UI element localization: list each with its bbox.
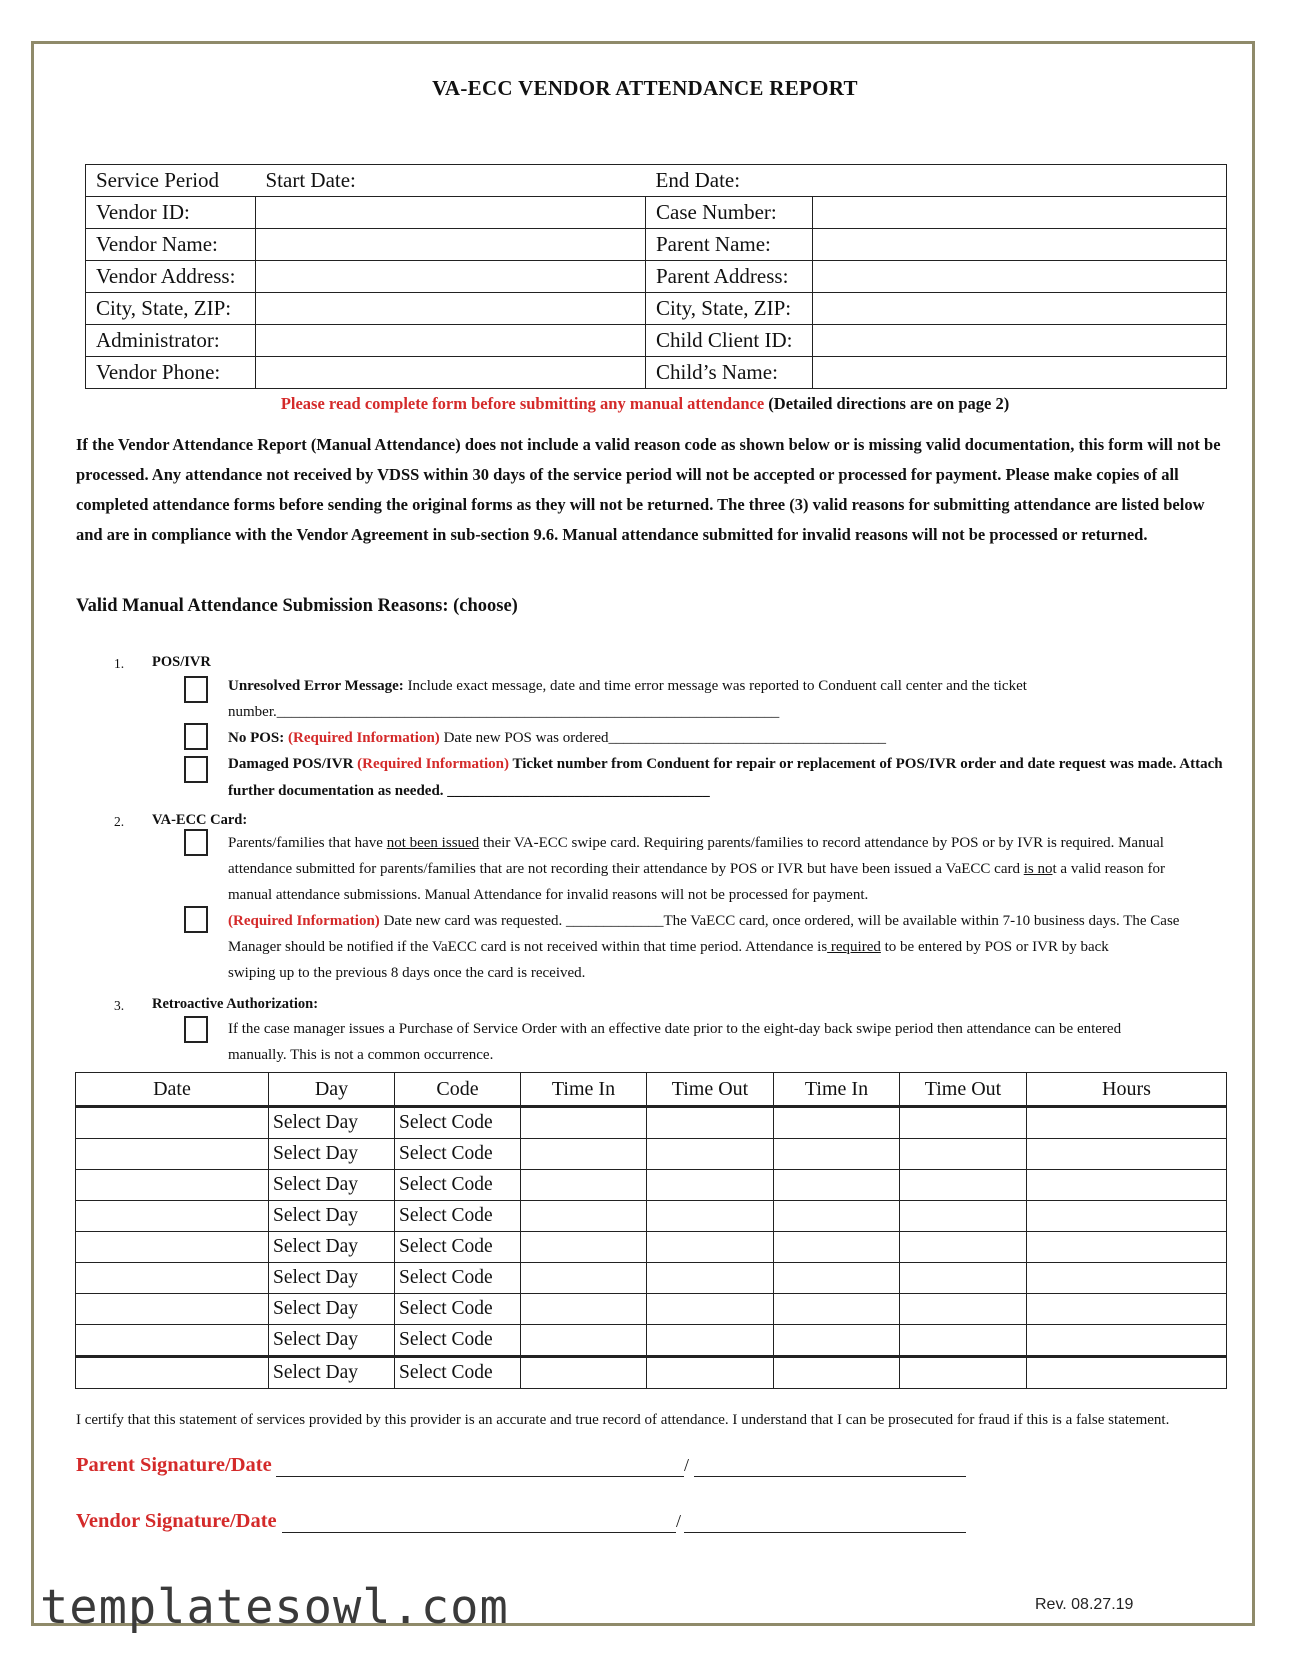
card-line2-b: t a valid reason for bbox=[1052, 861, 1165, 877]
parent-city-label: City, State, ZIP: bbox=[646, 293, 813, 325]
hours-cell[interactable] bbox=[1027, 1107, 1227, 1139]
card-not-issued-checkbox[interactable] bbox=[184, 829, 208, 856]
code-select[interactable]: Select Code bbox=[395, 1263, 521, 1294]
vendor-date-line[interactable] bbox=[684, 1532, 966, 1533]
vendor-phone-label: Vendor Phone: bbox=[86, 357, 256, 389]
time-in-2-cell[interactable] bbox=[774, 1170, 900, 1201]
end-date-label: End Date: bbox=[655, 168, 741, 192]
time-in-2-cell[interactable] bbox=[774, 1201, 900, 1232]
time-out-2-cell[interactable] bbox=[900, 1232, 1027, 1263]
parent-name-label: Parent Name: bbox=[646, 229, 813, 261]
unresolved-error-text bbox=[228, 673, 1228, 699]
code-select[interactable]: Select Code bbox=[395, 1201, 521, 1232]
case-number-field[interactable] bbox=[813, 197, 1227, 229]
time-in-1-cell[interactable] bbox=[521, 1325, 647, 1357]
start-date-label: Start Date: bbox=[265, 168, 356, 192]
section-2-number: 2. bbox=[114, 814, 125, 829]
date-cell[interactable] bbox=[76, 1263, 269, 1294]
page-title: VA-ECC VENDOR ATTENDANCE REPORT bbox=[432, 76, 858, 100]
header-day: Day bbox=[269, 1073, 395, 1107]
service-period-label: Service Period bbox=[86, 165, 256, 197]
date-cell[interactable] bbox=[76, 1357, 269, 1389]
day-select[interactable]: Select Day bbox=[269, 1357, 395, 1389]
day-select[interactable]: Select Day bbox=[269, 1170, 395, 1201]
new-card-line2-underlined: required bbox=[827, 939, 881, 955]
date-cell[interactable] bbox=[76, 1325, 269, 1357]
reasons-heading: Valid Manual Attendance Submission Reasons: (choose) bbox=[76, 596, 518, 616]
attendance-row bbox=[76, 1357, 1227, 1389]
vendor-info-table bbox=[85, 164, 1227, 389]
time-out-2-cell[interactable] bbox=[900, 1107, 1027, 1139]
date-cell[interactable] bbox=[76, 1107, 269, 1139]
header-time-in-1: Time In bbox=[521, 1073, 647, 1107]
childs-name-field[interactable] bbox=[813, 357, 1227, 389]
date-cell[interactable] bbox=[76, 1170, 269, 1201]
vendor-city-label: City, State, ZIP: bbox=[86, 293, 256, 325]
day-select[interactable]: Select Day bbox=[269, 1263, 395, 1294]
no-pos-required: (Required Information) bbox=[284, 730, 440, 746]
time-out-2-cell[interactable] bbox=[900, 1325, 1027, 1357]
date-cell[interactable] bbox=[76, 1232, 269, 1263]
vendor-name-field[interactable] bbox=[256, 229, 646, 261]
damaged-pos-desc: Ticket number from Conduent for repair or replacement of POS/IVR order and date request was made. Attach bbox=[508, 756, 1223, 772]
attendance-row bbox=[76, 1201, 1227, 1232]
card-not-issued-line2 bbox=[228, 856, 1238, 882]
header-time-out-2: Time Out bbox=[900, 1073, 1027, 1107]
time-in-2-cell[interactable] bbox=[774, 1357, 900, 1389]
time-in-1-cell[interactable] bbox=[521, 1357, 647, 1389]
vendor-id-label: Vendor ID: bbox=[86, 197, 256, 229]
new-card-line2-a: Manager should be notified if the VaECC card is not received within that time period. Attendance is bbox=[228, 939, 828, 955]
end-date-field[interactable] bbox=[646, 165, 1227, 197]
damaged-pos-text bbox=[228, 751, 1233, 777]
date-cell[interactable] bbox=[76, 1201, 269, 1232]
time-in-1-cell[interactable] bbox=[521, 1232, 647, 1263]
section-2-title: VA-ECC Card: bbox=[152, 812, 248, 828]
code-select[interactable]: Select Code bbox=[395, 1139, 521, 1170]
time-in-2-cell[interactable] bbox=[774, 1325, 900, 1357]
time-out-1-cell[interactable] bbox=[647, 1263, 774, 1294]
unresolved-error-label: Unresolved Error Message: bbox=[228, 678, 404, 694]
header-time-in-2: Time In bbox=[774, 1073, 900, 1107]
retroactive-line2: manually. This is not a common occurrence. bbox=[228, 1047, 494, 1063]
parent-name-field[interactable] bbox=[813, 229, 1227, 261]
day-select[interactable]: Select Day bbox=[269, 1294, 395, 1325]
retroactive-checkbox[interactable] bbox=[184, 1016, 208, 1043]
card-text-b: their VA-ECC swipe card. Requiring parents/families to record attendance by POS or by IVR is required. Manual bbox=[479, 835, 1164, 851]
hours-cell[interactable] bbox=[1027, 1170, 1227, 1201]
day-select[interactable]: Select Day bbox=[269, 1232, 395, 1263]
case-number-label: Case Number: bbox=[646, 197, 813, 229]
day-select[interactable]: Select Day bbox=[269, 1201, 395, 1232]
damaged-pos-label: Damaged POS/IVR bbox=[228, 756, 354, 772]
parent-city-field[interactable] bbox=[813, 293, 1227, 325]
new-card-line2 bbox=[228, 934, 1238, 960]
certification-statement: I certify that this statement of services provided by this provider is an accurate and true record of attendance. I understand that I can be prosecuted for fraud if this is a false statement. bbox=[76, 1412, 1170, 1428]
card-not-issued-line3: manual attendance submissions. Manual Attendance for invalid reasons will not be processed for payment. bbox=[228, 887, 869, 903]
time-in-1-cell[interactable] bbox=[521, 1294, 647, 1325]
time-in-1-cell[interactable] bbox=[521, 1201, 647, 1232]
attendance-row bbox=[76, 1139, 1227, 1170]
time-out-1-cell[interactable] bbox=[647, 1107, 774, 1139]
time-out-2-cell[interactable] bbox=[900, 1357, 1027, 1389]
section-3-title: Retroactive Authorization: bbox=[152, 996, 319, 1012]
section-1-number: 1. bbox=[114, 656, 125, 671]
hours-cell[interactable] bbox=[1027, 1357, 1227, 1389]
time-in-1-cell[interactable] bbox=[521, 1107, 647, 1139]
retroactive-line1: If the case manager issues a Purchase of Service Order with an effective date prior to the eight-day back swipe period then attendance can be entered bbox=[228, 1021, 1122, 1037]
section-1-title: POS/IVR bbox=[152, 654, 211, 670]
header-date: Date bbox=[76, 1073, 269, 1107]
unresolved-error-checkbox[interactable] bbox=[184, 676, 208, 703]
attendance-row bbox=[76, 1170, 1227, 1201]
time-in-1-cell[interactable] bbox=[521, 1170, 647, 1201]
code-select[interactable]: Select Code bbox=[395, 1357, 521, 1389]
day-select[interactable]: Select Day bbox=[269, 1139, 395, 1170]
hours-cell[interactable] bbox=[1027, 1201, 1227, 1232]
parent-address-label: Parent Address: bbox=[646, 261, 813, 293]
time-in-2-cell[interactable] bbox=[774, 1139, 900, 1170]
vendor-address-field[interactable] bbox=[256, 261, 646, 293]
day-select[interactable]: Select Day bbox=[269, 1325, 395, 1357]
new-card-line1 bbox=[228, 908, 1238, 934]
header-hours: Hours bbox=[1027, 1073, 1227, 1107]
card-not-issued-line1 bbox=[228, 830, 1238, 856]
date-cell[interactable] bbox=[76, 1294, 269, 1325]
child-client-id-field[interactable] bbox=[813, 325, 1227, 357]
time-out-2-cell[interactable] bbox=[900, 1294, 1027, 1325]
time-out-2-cell[interactable] bbox=[900, 1263, 1027, 1294]
day-select[interactable]: Select Day bbox=[269, 1107, 395, 1139]
no-pos-text bbox=[228, 725, 886, 751]
code-select[interactable]: Select Code bbox=[395, 1232, 521, 1263]
parent-date-line[interactable] bbox=[694, 1476, 966, 1477]
card-text-underlined: not been issued bbox=[386, 835, 480, 851]
attendance-row bbox=[76, 1232, 1227, 1263]
no-pos-desc: Date new POS was ordered_____________________________________ bbox=[439, 730, 887, 746]
hours-cell[interactable] bbox=[1027, 1294, 1227, 1325]
vendor-signature-slash: / bbox=[676, 1511, 682, 1531]
new-card-checkbox[interactable] bbox=[184, 906, 208, 933]
administrator-field[interactable] bbox=[256, 325, 646, 357]
time-in-2-cell[interactable] bbox=[774, 1263, 900, 1294]
time-in-2-cell[interactable] bbox=[774, 1294, 900, 1325]
time-out-1-cell[interactable] bbox=[647, 1325, 774, 1357]
time-out-2-cell[interactable] bbox=[900, 1139, 1027, 1170]
childs-name-label: Child’s Name: bbox=[646, 357, 813, 389]
no-pos-checkbox[interactable] bbox=[184, 723, 208, 750]
parent-signature-line[interactable] bbox=[276, 1476, 684, 1477]
time-in-1-cell[interactable] bbox=[521, 1139, 647, 1170]
code-select[interactable]: Select Code bbox=[395, 1325, 521, 1357]
new-card-line3: swiping up to the previous 8 days once the card is received. bbox=[228, 965, 586, 981]
vendor-phone-field[interactable] bbox=[256, 357, 646, 389]
attendance-header-row bbox=[76, 1073, 1227, 1107]
attendance-row bbox=[76, 1107, 1227, 1139]
intro-paragraph: If the Vendor Attendance Report (Manual Attendance) does not include a valid reason code as shown below or is missing valid documentation, this form will not be processed. Any attendance not received by VDSS within 30 days of the service period will not be accepted or processed for payment. Please make copies of all completed attendance forms before sending the original forms as they will not be returned. The three (3) valid reasons for submitting attendance are listed below and are in compliance with the Vendor Agreement in sub-section 9.6. Manual attendance submitted for invalid reasons will not be processed or returned. bbox=[76, 435, 1221, 544]
watermark-text: templatesowl.com bbox=[40, 1580, 509, 1635]
time-in-1-cell[interactable] bbox=[521, 1263, 647, 1294]
start-date-field[interactable] bbox=[256, 165, 646, 197]
parent-signature-slash: / bbox=[684, 1455, 690, 1475]
code-select[interactable]: Select Code bbox=[395, 1170, 521, 1201]
time-in-2-cell[interactable] bbox=[774, 1232, 900, 1263]
time-out-1-cell[interactable] bbox=[647, 1201, 774, 1232]
attendance-row bbox=[76, 1294, 1227, 1325]
attendance-table bbox=[75, 1072, 1227, 1389]
damaged-pos-checkbox[interactable] bbox=[184, 756, 208, 783]
damaged-pos-required: (Required Information) bbox=[353, 756, 509, 772]
card-line2-underlined: is no bbox=[1023, 861, 1053, 877]
vendor-signature-line[interactable] bbox=[282, 1532, 676, 1533]
card-text-a: Parents/families that have bbox=[228, 835, 387, 851]
vendor-name-label: Vendor Name: bbox=[86, 229, 256, 261]
vendor-address-label: Vendor Address: bbox=[86, 261, 256, 293]
date-cell[interactable] bbox=[76, 1139, 269, 1170]
code-select[interactable]: Select Code bbox=[395, 1294, 521, 1325]
parent-address-field[interactable] bbox=[813, 261, 1227, 293]
time-out-1-cell[interactable] bbox=[647, 1232, 774, 1263]
attendance-row bbox=[76, 1325, 1227, 1357]
read-note bbox=[0, 394, 1290, 414]
time-out-1-cell[interactable] bbox=[647, 1170, 774, 1201]
hours-cell[interactable] bbox=[1027, 1325, 1227, 1357]
new-card-line2-b: to be entered by POS or IVR by back bbox=[880, 939, 1109, 955]
time-in-2-cell[interactable] bbox=[774, 1107, 900, 1139]
card-line2-a: attendance submitted for parents/families that are not recording their attendance by POS or IVR but have been issued a VaECC card bbox=[228, 861, 1024, 877]
time-out-2-cell[interactable] bbox=[900, 1170, 1027, 1201]
read-note-warning: Please read complete form before submitting any manual attendance bbox=[280, 394, 765, 413]
read-note-directions: (Detailed directions are on page 2) bbox=[764, 394, 1010, 413]
vendor-id-field[interactable] bbox=[256, 197, 646, 229]
child-client-id-label: Child Client ID: bbox=[646, 325, 813, 357]
time-out-1-cell[interactable] bbox=[647, 1357, 774, 1389]
revision-label: Rev. 08.27.19 bbox=[1035, 1596, 1134, 1613]
parent-signature-label: Parent Signature/Date bbox=[76, 1454, 272, 1476]
unresolved-error-desc: Include exact message, date and time error message was reported to Conduent call center and the ticket bbox=[403, 678, 1027, 694]
time-out-1-cell[interactable] bbox=[647, 1139, 774, 1170]
administrator-label: Administrator: bbox=[86, 325, 256, 357]
damaged-pos-doc-line: further documentation as needed. ___________________________________ bbox=[228, 783, 710, 799]
section-3-number: 3. bbox=[114, 998, 125, 1013]
vendor-city-field[interactable] bbox=[256, 293, 646, 325]
code-select[interactable]: Select Code bbox=[395, 1107, 521, 1139]
hours-cell[interactable] bbox=[1027, 1263, 1227, 1294]
header-code: Code bbox=[395, 1073, 521, 1107]
new-card-desc: Date new card was requested. _____________The VaECC card, once ordered, will be available within 7-10 business days. The Case bbox=[379, 913, 1180, 929]
header-time-out-1: Time Out bbox=[647, 1073, 774, 1107]
attendance-row bbox=[76, 1263, 1227, 1294]
no-pos-label: No POS: bbox=[228, 730, 285, 746]
time-out-2-cell[interactable] bbox=[900, 1201, 1027, 1232]
vendor-signature-label: Vendor Signature/Date bbox=[76, 1510, 277, 1532]
unresolved-error-ticket-line[interactable]: number.___________________________________________________________________ bbox=[228, 704, 780, 720]
new-card-required: (Required Information) bbox=[228, 913, 380, 929]
hours-cell[interactable] bbox=[1027, 1139, 1227, 1170]
time-out-1-cell[interactable] bbox=[647, 1294, 774, 1325]
hours-cell[interactable] bbox=[1027, 1232, 1227, 1263]
